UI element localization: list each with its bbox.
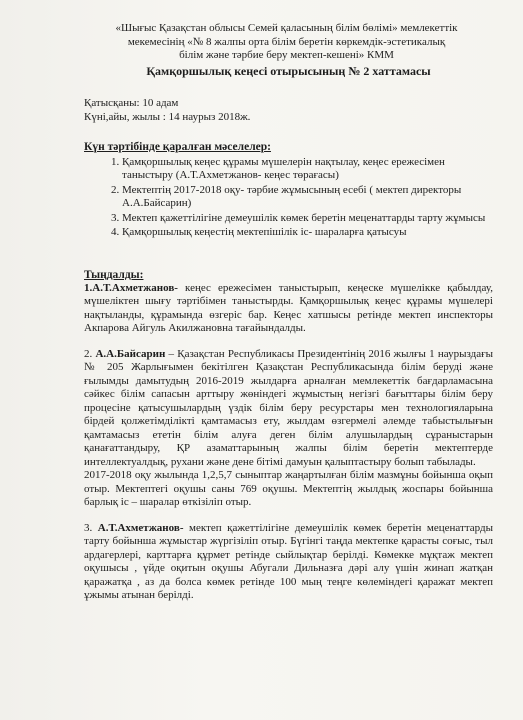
heard-heading: Тыңдалды:: [84, 268, 144, 281]
agenda-heading: Күн тәртібінде қаралған мәселелер:: [84, 140, 271, 153]
paragraph-text: мектеп қажеттілігіне демеушілік көмек беретін меценаттарды тарту бойынша жұмыстар жүргізіліп отыр. Бүгінгі таңда мектепке қарасты соғыс, тыл ардагерлері, карттарға құрмет ретінде сыйлықтар берілді. Көмекке мұқтаж мектеп оқушысы , үйде оқитын оқушы Абугали Дильназға дәрі алу үшін жинап жатқан қаражатқа , аз да болса көмек ретінде 100 мың теңге көлеміндегі қаражат мектеп ұжымы атынан берілді.: [84, 521, 493, 601]
paragraph-1: [84, 282, 493, 336]
header-line-3: білім және тәрбие беру мектеп-кешені» КММ: [179, 49, 394, 61]
agenda-item: 3. Мектеп қажеттілігіне демеушілік көмек беретін меценаттарды тарту жұмысы: [122, 212, 493, 226]
meeting-date: Күні,айы, жылы : 14 наурыз 2018ж.: [84, 110, 251, 123]
paragraph-number: 3.: [84, 521, 98, 534]
agenda-item: 2. Мектептің 2017-2018 оқу- тәрбие жұмысының есебі ( мектеп директоры А.А.Байсарин): [122, 184, 493, 211]
speaker-name: А.Т.Ахметжанов-: [97, 521, 184, 534]
attendance: Қатысқаны: 10 адам: [84, 96, 179, 109]
speaker-name: А.А.Байсарин: [95, 347, 166, 360]
paragraph-2: [84, 348, 493, 470]
paragraph-2-continued: 2017-2018 оқу жылында 1,2,5,7 сыныптар жаңартылған білім мазмұны бойынша оқып отыр. Мектептегі оқушы саны 769 оқушы. Мектептің жылдық жоспары бойынша барлық іс – шаралар өткізіліп отыр.: [84, 469, 493, 508]
paragraph-number: 2.: [84, 347, 96, 360]
meeting-meta: [84, 96, 493, 124]
paragraph-text: – Қазақстан Республикасы Президентінің 2016 жылғы 1 наурыздағы № 205 Жарлығымен бекітілген Қазақстан Республикасында білім беруді және ғылымды дамытудың 2016-2019 жылдарға арналған мемлекеттік бағдарламасына сәйкес білім сапасын арттыру жөніндегі жұмыстың негізгі бағыттары білім беру процесіне қатысушылардың үздік білім беру ресурстары мен технологияларына бірдей қолжетімділікті қамтамасыз ету, жылдам өзгермелі әлемде табыстылығын қамтамасыз ететін білім алуға деген білім алушылардың сұраныстарын қанағаттандыру, ҚР азаматтарының жалпы білім беретін мектептерде интеллектуалдық, рухани және дене бітімі дамуын қалыптастыру болып табылады.: [84, 347, 494, 468]
agenda-item: 4. Қамқоршылық кеңестің мектепішілік іс- шараларға қатысуы: [122, 226, 493, 240]
agenda-item: 1. Қамқоршылық кеңес құрамы мүшелерін нақтылау, кеңес ережесімен таныстыру (А.Т.Ахметжанов- кеңес төрағасы): [122, 156, 493, 183]
paragraph-text: кеңес ережесімен таныстырып, кеңеске мүшелікке қабылдау, мүшеліктен шығу тәртібімен таныстырды. Қамқоршылық кеңес құрамы мүшелері нақтыланды, құрамында өзгеріс бар. Кеңес хатшысы ретінде мектеп инспекторы Акпарова Айгуль Акилжановна тағайындалды.: [84, 281, 493, 334]
speaker-name: 1.А.Т.Ахметжанов-: [84, 281, 178, 294]
document-title: Қамқоршылық кеңесі отырысының № 2 хаттамасы: [146, 63, 431, 78]
header-line-2: мекемесінің «№ 8 жалпы орта білім беретін көркемдік-эстетикалық: [127, 35, 446, 48]
header-line-1: «Шығыс Қазақстан облысы Семей қаласының білім бөлімі» мемлекеттік: [115, 22, 458, 34]
document-header: [80, 22, 493, 63]
paragraph-3: [84, 522, 493, 603]
agenda-list: [84, 156, 493, 240]
